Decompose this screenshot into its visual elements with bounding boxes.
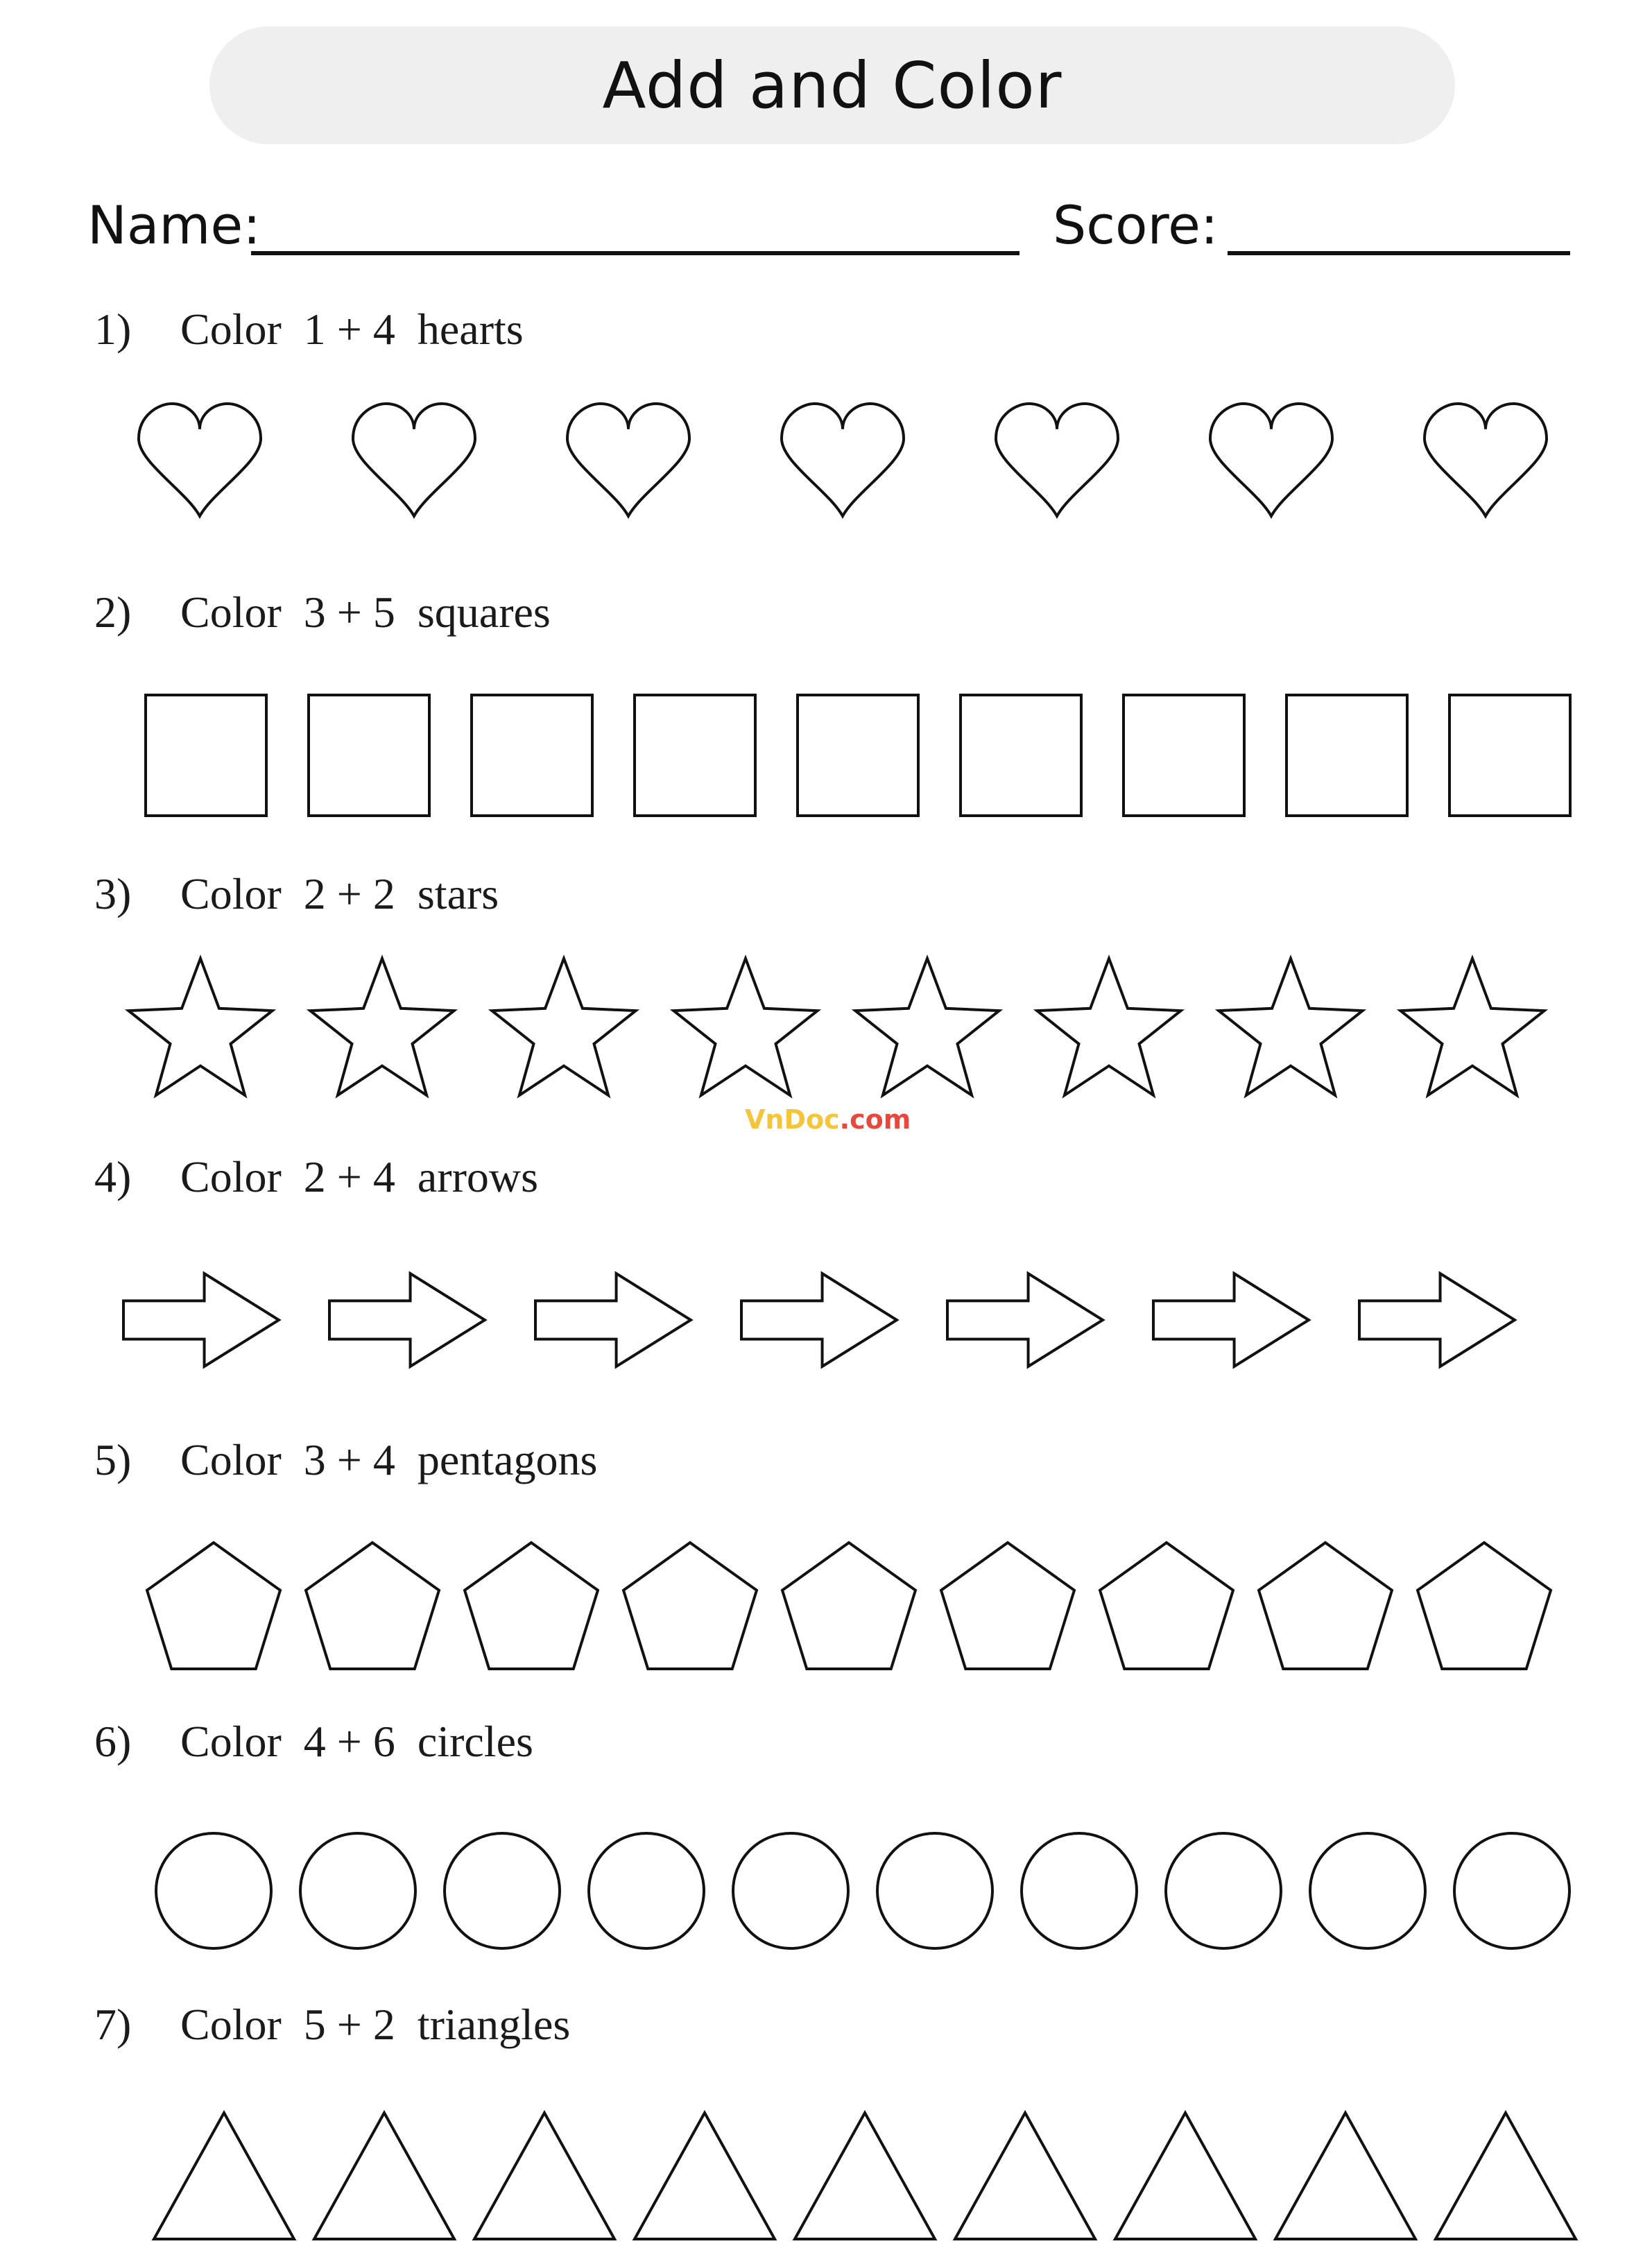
triangle-icon[interactable] xyxy=(793,2111,936,2240)
arrow-icon[interactable] xyxy=(122,1272,280,1368)
triangle-icon[interactable] xyxy=(1274,2111,1417,2240)
square-outline xyxy=(961,695,1081,816)
question-text: Color 3 + 4 pentagons xyxy=(180,1435,598,1484)
pentagon-outline xyxy=(1418,1543,1551,1669)
heart-icon[interactable] xyxy=(350,401,478,519)
pentagon-row xyxy=(0,1541,1652,1670)
circle-outline xyxy=(1454,1833,1569,1948)
triangle-icon[interactable] xyxy=(1434,2111,1577,2240)
heart-outline xyxy=(782,404,904,516)
square-outline xyxy=(1124,695,1244,816)
square-icon[interactable] xyxy=(307,694,431,817)
triangle-icon[interactable] xyxy=(313,2111,456,2240)
square-icon[interactable] xyxy=(470,694,594,817)
pentagon-outline xyxy=(465,1543,598,1669)
question-number: 3) xyxy=(94,869,132,918)
question-number: 4) xyxy=(94,1152,132,1201)
circle-icon[interactable] xyxy=(298,1831,418,1950)
pentagon-outline xyxy=(941,1543,1074,1669)
pentagon-outline xyxy=(1100,1543,1233,1669)
circle-outline xyxy=(1310,1833,1425,1948)
question-text: Color 3 + 5 squares xyxy=(180,588,551,637)
question-2-label xyxy=(94,587,551,638)
arrow-row xyxy=(0,1272,1652,1368)
arrow-outline xyxy=(535,1274,691,1366)
triangle-outline xyxy=(474,2113,614,2239)
pentagon-outline xyxy=(1259,1543,1392,1669)
arrow-outline xyxy=(1153,1274,1309,1366)
arrow-outline xyxy=(329,1274,485,1366)
arrow-outline xyxy=(1359,1274,1515,1366)
worksheet-title: Add and Color xyxy=(602,48,1062,123)
question-number: 5) xyxy=(94,1435,132,1484)
question-number: 1) xyxy=(94,305,132,354)
heart-outline xyxy=(567,404,689,516)
question-text: Color 2 + 2 stars xyxy=(180,869,499,918)
circle-icon[interactable] xyxy=(1019,1831,1139,1950)
triangle-outline xyxy=(955,2113,1095,2239)
square-icon[interactable] xyxy=(1122,694,1246,817)
triangle-outline xyxy=(1275,2113,1416,2239)
star-icon[interactable] xyxy=(1394,952,1551,1101)
watermark-part-1: VnDoc xyxy=(745,1104,840,1135)
name-score-row xyxy=(87,187,1572,264)
question-text: Color 1 + 4 hearts xyxy=(180,305,524,354)
question-4-label xyxy=(94,1151,538,1203)
question-number: 6) xyxy=(94,1717,132,1766)
question-text: Color 4 + 6 circles xyxy=(180,1717,533,1766)
question-3-label xyxy=(94,868,499,920)
heart-outline xyxy=(1210,404,1332,516)
name-line[interactable] xyxy=(251,251,1019,255)
watermark-part-2: .com xyxy=(839,1104,911,1135)
question-number: 7) xyxy=(94,2000,132,2049)
star-outline xyxy=(128,959,272,1095)
arrow-icon[interactable] xyxy=(1358,1272,1516,1368)
square-icon[interactable] xyxy=(796,694,920,817)
square-outline xyxy=(309,695,429,816)
arrow-icon[interactable] xyxy=(1152,1272,1310,1368)
square-icon[interactable] xyxy=(959,694,1083,817)
pentagon-icon[interactable] xyxy=(622,1541,758,1670)
arrow-icon[interactable] xyxy=(328,1272,486,1368)
circle-icon[interactable] xyxy=(731,1831,850,1950)
circle-row xyxy=(0,1831,1652,1950)
triangle-outline xyxy=(1115,2113,1255,2239)
circle-outline xyxy=(1166,1833,1281,1948)
star-icon[interactable] xyxy=(485,952,642,1101)
triangle-row xyxy=(0,2111,1652,2240)
arrow-outline xyxy=(741,1274,897,1366)
circle-icon[interactable] xyxy=(1308,1831,1427,1950)
star-icon[interactable] xyxy=(1031,952,1187,1101)
heart-outline xyxy=(139,404,261,516)
pentagon-icon[interactable] xyxy=(1416,1541,1552,1670)
pentagon-icon[interactable] xyxy=(463,1541,599,1670)
arrow-outline xyxy=(123,1274,279,1366)
triangle-outline xyxy=(314,2113,454,2239)
triangle-outline xyxy=(795,2113,935,2239)
arrow-outline xyxy=(947,1274,1103,1366)
square-icon[interactable] xyxy=(144,694,268,817)
question-text: Color 2 + 4 arrows xyxy=(180,1152,539,1201)
heart-outline xyxy=(1425,404,1547,516)
heart-icon[interactable] xyxy=(565,401,692,519)
circle-outline xyxy=(1022,1833,1137,1948)
square-outline xyxy=(798,695,918,816)
circle-outline xyxy=(300,1833,415,1948)
pentagon-icon[interactable] xyxy=(940,1541,1076,1670)
star-outline xyxy=(855,959,999,1095)
score-line[interactable] xyxy=(1228,251,1570,255)
circle-icon[interactable] xyxy=(1164,1831,1283,1950)
question-1-label xyxy=(94,304,524,355)
star-outline xyxy=(1400,959,1544,1095)
arrow-icon[interactable] xyxy=(534,1272,692,1368)
square-row xyxy=(0,694,1652,817)
square-outline xyxy=(635,695,755,816)
triangle-outline xyxy=(1436,2113,1576,2239)
circle-icon[interactable] xyxy=(154,1831,273,1950)
circle-outline xyxy=(589,1833,704,1948)
circle-outline xyxy=(445,1833,560,1948)
heart-icon[interactable] xyxy=(779,401,906,519)
star-icon[interactable] xyxy=(304,952,461,1101)
star-icon[interactable] xyxy=(849,952,1006,1101)
pentagon-outline xyxy=(147,1543,280,1669)
heart-outline xyxy=(996,404,1118,516)
heart-icon[interactable] xyxy=(1207,401,1335,519)
square-icon[interactable] xyxy=(633,694,757,817)
square-outline xyxy=(1449,695,1570,816)
question-5-label xyxy=(94,1434,597,1486)
question-6-label xyxy=(94,1716,533,1767)
circle-icon[interactable] xyxy=(875,1831,995,1950)
pentagon-icon[interactable] xyxy=(304,1541,440,1670)
square-outline xyxy=(1287,695,1407,816)
score-label: Score: xyxy=(1053,194,1219,256)
star-row xyxy=(0,952,1652,1101)
star-icon[interactable] xyxy=(1212,952,1369,1101)
circle-icon[interactable] xyxy=(1452,1831,1572,1950)
question-text: Color 5 + 2 triangles xyxy=(180,2000,571,2049)
triangle-icon[interactable] xyxy=(954,2111,1096,2240)
square-outline xyxy=(472,695,592,816)
circle-icon[interactable] xyxy=(587,1831,706,1950)
pentagon-outline xyxy=(623,1543,757,1669)
star-outline xyxy=(1219,959,1362,1095)
circle-outline xyxy=(156,1833,271,1948)
arrow-icon[interactable] xyxy=(740,1272,898,1368)
circle-icon[interactable] xyxy=(442,1831,562,1950)
name-label: Name: xyxy=(87,194,261,256)
star-outline xyxy=(673,959,817,1095)
watermark xyxy=(745,1104,911,1135)
star-outline xyxy=(310,959,454,1095)
pentagon-outline xyxy=(306,1543,439,1669)
heart-outline xyxy=(353,404,475,516)
pentagon-outline xyxy=(782,1543,915,1669)
circle-outline xyxy=(877,1833,992,1948)
question-7-label xyxy=(94,1999,570,2050)
triangle-outline xyxy=(635,2113,775,2239)
heart-icon[interactable] xyxy=(1422,401,1549,519)
pentagon-icon[interactable] xyxy=(146,1541,282,1670)
star-outline xyxy=(1037,959,1180,1095)
arrow-icon[interactable] xyxy=(946,1272,1104,1368)
pentagon-icon[interactable] xyxy=(781,1541,917,1670)
triangle-icon[interactable] xyxy=(1114,2111,1257,2240)
title-banner xyxy=(209,26,1455,144)
triangle-icon[interactable] xyxy=(633,2111,776,2240)
triangle-outline xyxy=(154,2113,294,2239)
triangle-icon[interactable] xyxy=(153,2111,295,2240)
heart-icon[interactable] xyxy=(136,401,264,519)
pentagon-icon[interactable] xyxy=(1257,1541,1393,1670)
heart-icon[interactable] xyxy=(993,401,1121,519)
square-icon[interactable] xyxy=(1448,694,1572,817)
question-number: 2) xyxy=(94,588,132,637)
square-outline xyxy=(146,695,266,816)
heart-row xyxy=(0,401,1652,519)
square-icon[interactable] xyxy=(1285,694,1409,817)
star-icon[interactable] xyxy=(122,952,279,1101)
circle-outline xyxy=(733,1833,848,1948)
triangle-icon[interactable] xyxy=(473,2111,616,2240)
star-icon[interactable] xyxy=(667,952,824,1101)
pentagon-icon[interactable] xyxy=(1099,1541,1234,1670)
star-outline xyxy=(492,959,635,1095)
